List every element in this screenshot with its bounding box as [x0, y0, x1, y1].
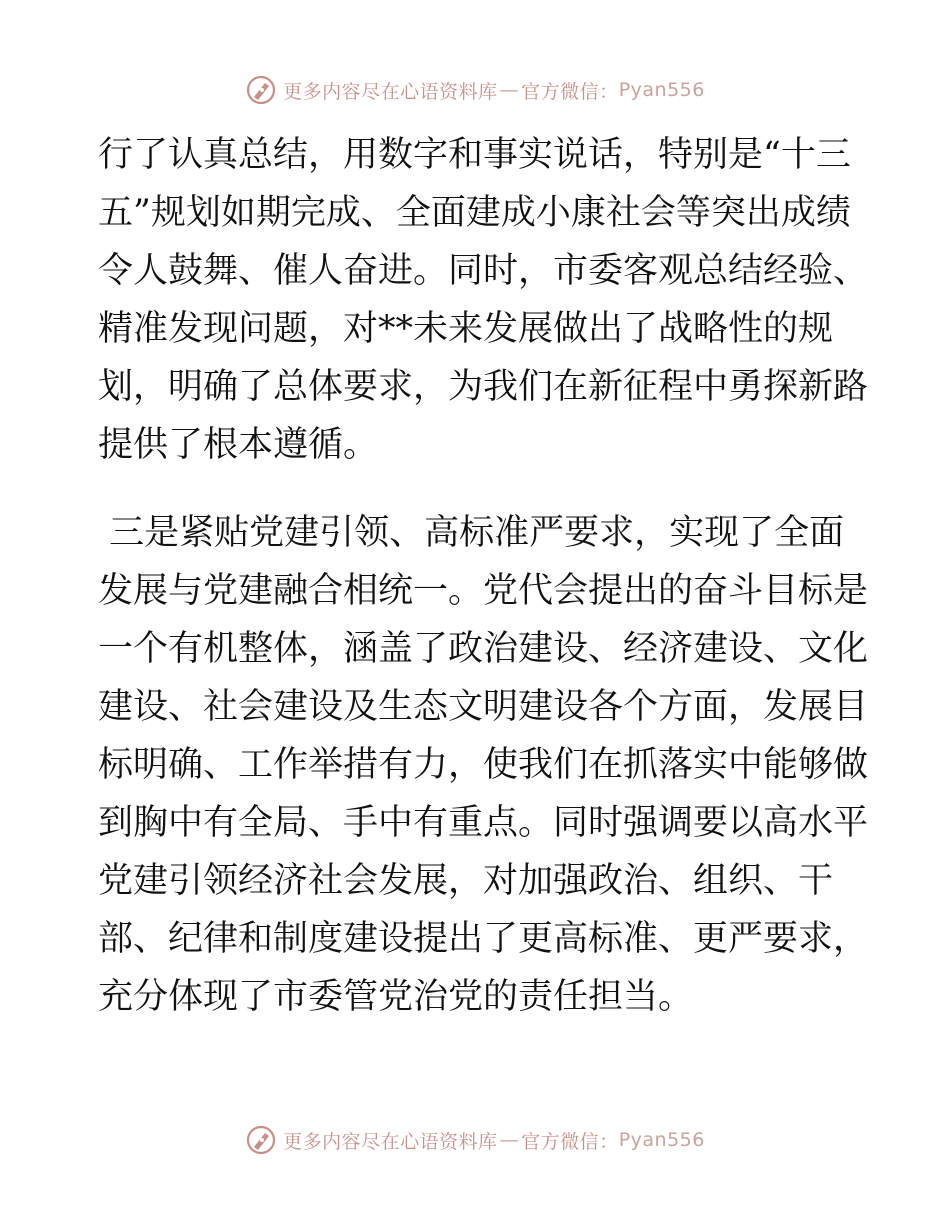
- header-watermark: [0, 70, 950, 110]
- paragraph-1: [98, 126, 869, 474]
- text-line: 发展与党建融合相统一。党代会提出的奋斗目标是: [98, 571, 869, 611]
- watermark-wechat-id: Pyan556: [618, 79, 705, 101]
- text-line: 到胸中有全局、手中有重点。同时强调要以高水平: [98, 803, 869, 843]
- watermark-official-label: 官方微信：: [521, 1130, 619, 1153]
- text-line: 提供了根本遵循。: [98, 425, 379, 465]
- watermark-dash: —: [499, 79, 520, 101]
- watermark-brand: 更多内容尽在心语资料库: [283, 1130, 498, 1153]
- document-body: [98, 126, 869, 1026]
- text-line: 令人鼓舞、催人奋进。同时，市委客观总结经验、: [98, 251, 869, 291]
- footer-watermark: [0, 1120, 950, 1160]
- watermark-official-label: 官方微信：: [521, 80, 619, 103]
- text-line: 标明确、工作举措有力，使我们在抓落实中能够做: [98, 745, 869, 785]
- text-line: 划，明确了总体要求，为我们在新征程中勇探新路: [98, 367, 869, 407]
- text-line: 建设、社会建设及生态文明建设各个方面，发展目: [98, 687, 869, 727]
- text-line: 充分体现了市委管党治党的责任担当。: [98, 977, 694, 1017]
- watermark-brand: 更多内容尽在心语资料库: [283, 80, 498, 103]
- text-line: 党建引领经济社会发展，对加强政治、组织、干: [98, 861, 834, 901]
- text-line: 一个有机整体，涵盖了政治建设、经济建设、文化: [98, 629, 869, 669]
- pen-nib-circle-icon: [245, 1124, 277, 1156]
- text-line: 精准发现问题，对**未来发展做出了战略性的规: [98, 309, 834, 349]
- text-line: 五”规划如期完成、全面建成小康社会等突出成绩: [98, 193, 851, 233]
- watermark-dash: —: [499, 1129, 520, 1151]
- watermark-wechat-id: Pyan556: [618, 1129, 705, 1151]
- text-line: 行了认真总结，用数字和事实说话，特别是“十三: [98, 135, 851, 175]
- pen-nib-circle-icon: [245, 74, 277, 106]
- paragraph-2: [98, 504, 869, 1026]
- text-line: 部、纪律和制度建设提出了更高标准、更严要求，: [98, 919, 869, 959]
- text-line: 三是紧贴党建引领、高标准严要求，实现了全面: [98, 513, 845, 553]
